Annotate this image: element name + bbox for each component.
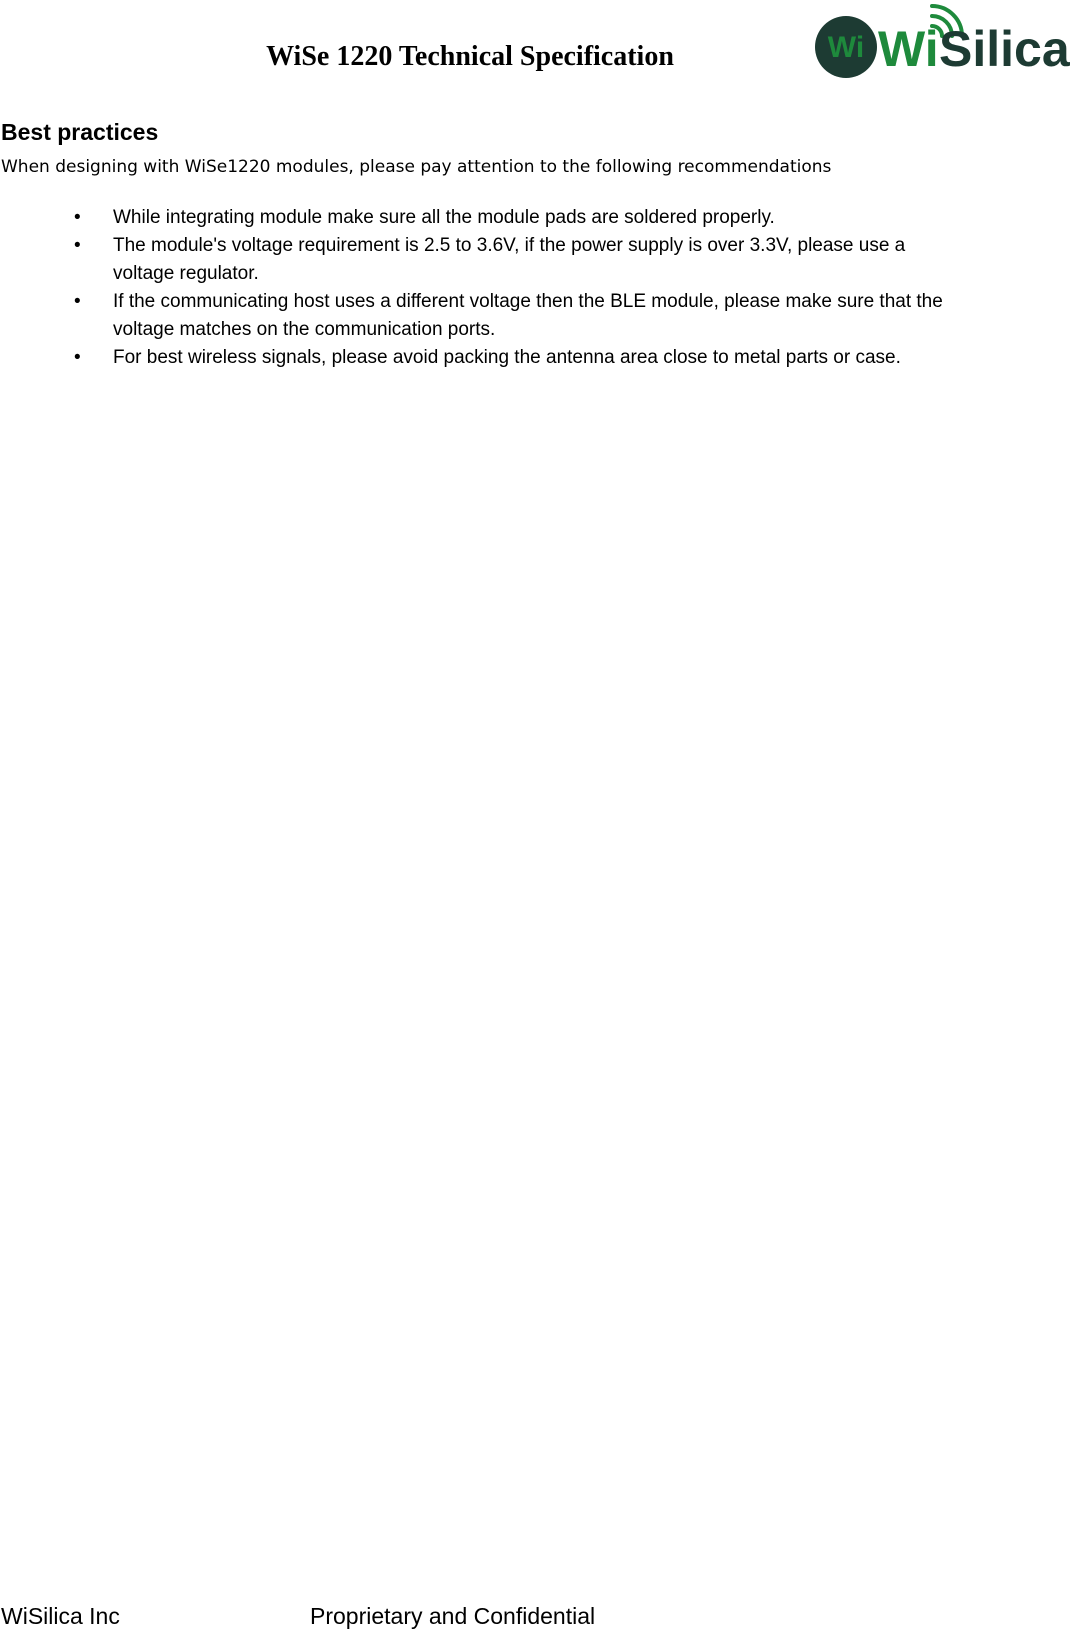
svg-text:Wi: Wi	[827, 31, 865, 64]
intro-paragraph: When designing with WiSe1220 modules, please pay attention to the following recommendations	[1, 157, 832, 177]
recommendations-list	[0, 204, 960, 372]
svg-text:Silica: Silica	[939, 21, 1070, 77]
bullet-icon: •	[74, 207, 81, 228]
list-item-text: If the communicating host uses a different voltage then the BLE module, please make sure that the voltage matches on the communication ports.	[113, 291, 943, 340]
list-item	[0, 204, 960, 232]
wisilica-logo	[812, 0, 1072, 82]
list-item	[0, 232, 960, 288]
svg-text:Wi: Wi	[878, 21, 939, 77]
list-item	[0, 288, 960, 344]
list-item-text: While integrating module make sure all the module pads are soldered properly.	[113, 207, 775, 228]
bullet-icon: •	[74, 291, 81, 312]
list-item-text: The module's voltage requirement is 2.5 to 3.6V, if the power supply is over 3.3V, please use a voltage regulator.	[113, 235, 906, 284]
logo-badge	[815, 16, 877, 78]
bullet-icon: •	[74, 347, 81, 368]
list-item	[0, 344, 960, 372]
footer-company: WiSilica Inc	[1, 1603, 120, 1629]
bullet-icon: •	[74, 235, 81, 256]
list-item-text: For best wireless signals, please avoid packing the antenna area close to metal parts or case.	[113, 347, 901, 368]
section-heading: Best practices	[1, 119, 159, 145]
document-title: WiSe 1220 Technical Specification	[266, 41, 674, 72]
footer-notice: Proprietary and Confidential	[310, 1603, 596, 1629]
